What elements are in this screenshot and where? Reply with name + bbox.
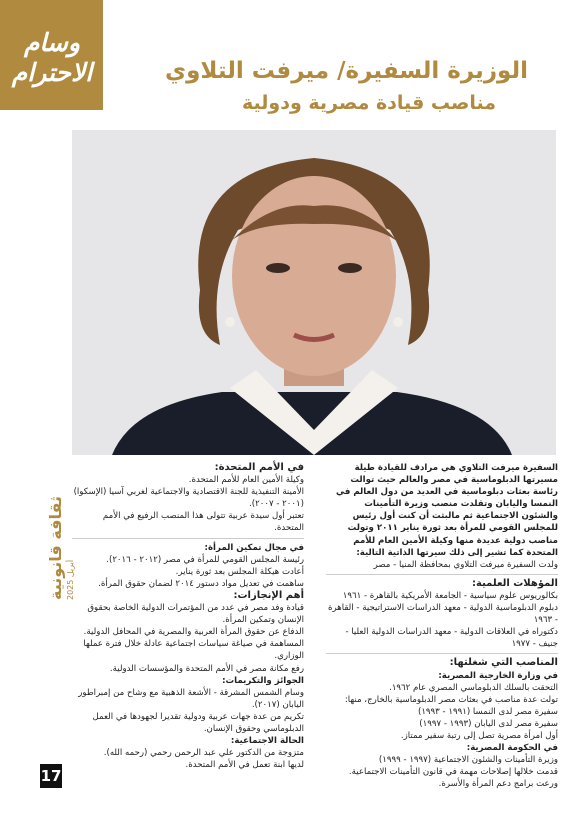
un-heading: في الأمم المتحدة: [214,462,304,473]
list-item: قدمت خلالها إصلاحات مهمة في قانون التأمينات الاجتماعية. [348,767,558,778]
list-item: متزوجة من الدكتور علي عبد الرحمن رحمي (رحمه الله). [103,748,304,759]
column-left [72,462,304,771]
list-item: الأمينة التنفيذية للجنة الاقتصادية والاجتماعية لغربي آسيا (الإسكوا) (٢٠٠١ - ٢٠٠٧). [73,487,304,510]
section-badge [0,0,103,110]
intro-paragraph: السفيرة ميرفت التلاوي هي مرادف للقيادة طيلة مسيرتها الدبلوماسية في مصر والعالم حيث توالت رئاسة بعثات دبلوماسية في العديد من دول العالم في النمسا واليابان وتقلدت منصب وزيرة التأمينات والشئون الاجتماعية ثم مالبثت أن كنت أول رئيس للمجلس القومي للمرأة بعد ثورة يناير ٢٠١١ وتولت مناصب دولية عديدة منها وكيلة الأمين العام للأمم المتحدة كما تشير إلى ذلك سيرتها الذاتية التالية: [336,463,558,558]
positions-sub2: في الحكومة المصرية: [466,743,558,754]
column-right [326,462,558,790]
divider [326,653,558,654]
article-title: الوزيرة السفيرة/ ميرفت التلاوي [165,58,528,84]
list-item: تعتبر أول سيدة عربية تتولى هذا المنصب الرفيع في الأمم المتحدة. [102,511,304,534]
list-item: سفيرة مصر لدى اليابان (١٩٩٣ - ١٩٩٧) [419,718,558,729]
divider [326,574,558,575]
list-item: أعادت هيكلة المجلس بعد ثورة يناير. [175,566,304,577]
badge-text [4,28,100,88]
list-item: ورعت برامج دعم المرأة والأسرة. [438,779,558,790]
page-number: 17 [40,764,62,788]
list-item: وسام الشمس المشرقة - الأشعة الذهبية مع وشاح من إمبراطور اليابان (٢٠١٧). [78,687,304,710]
positions-sub1: في وزارة الخارجية المصرية: [438,670,558,681]
list-item: قيادة وفد مصر في عدد من المؤتمرات الدولية الخاصة بحقوق الإنسان وتمكين المرأة. [87,603,304,626]
positions-heading: المناصب التي شغلتها: [449,657,558,669]
intro-birth: ولدت السفيرة ميرفت التلاوي بمحافظة المنيا - مصر [373,559,558,570]
list-item: دكتوراه في العلاقات الدولية - معهد الدراسات الدولية العليا - جنيف - ١٩٧٧ [345,627,558,650]
list-item: تكريم من عدة جهات عربية ودولية تقديرا لجهودها في العمل الدبلوماسي وحقوق الإنسان. [92,711,304,734]
badge-line2: الاحترام [11,58,93,87]
list-item: رفع مكانة مصر في الأمم المتحدة والمؤسسات الدولية. [109,663,304,674]
issue-date: أبريل 2025 [66,559,75,600]
women-heading: في مجال تمكين المرأة: [204,542,304,553]
list-item: وكيلة الأمين العام للأمم المتحدة. [188,475,304,486]
social-heading: الحالة الاجتماعية: [230,736,304,747]
list-item: دبلوم الدبلوماسية الدولية - معهد الدراسات الاستراتيجية - القاهرة - ١٩٦٣ [327,603,558,626]
list-item: تولت عدة مناصب في بعثات مصر الدبلوماسية بالخارج، منها: [344,694,558,705]
badge-line1: وسام [23,28,81,57]
qualifications-heading: المؤهلات العلمية: [472,577,558,589]
list-item: الدفاع عن حقوق المرأة العربية والمصرية في المحافل الدولية. [83,627,304,638]
portrait-photo [72,130,556,455]
awards-heading: الجوائز والتكريمات: [222,675,304,686]
list-item: سفيرة مصر لدى النمسا (١٩٩١ - ١٩٩٣) [417,706,558,717]
list-item: أول امرأة مصرية تصل إلى رتبة سفير ممتاز. [400,730,558,741]
list-item: التحقت بالسلك الدبلوماسي المصري عام ١٩٦٢. [389,682,558,693]
magazine-name: ثقافة قانونية [46,495,65,600]
list-item: رئيسة المجلس القومي للمرأة في مصر (٢٠١٢ - ٢٠١٦). [106,554,304,565]
list-item: بكالوريوس علوم سياسية - الجامعة الأمريكية بالقاهرة - ١٩٦١ [342,590,558,601]
list-item: لديها ابنة تعمل في الأمم المتحدة. [185,760,304,771]
achievements-heading: أهم الإنجازات: [233,589,304,601]
list-item: ساهمت في تعديل مواد دستور ٢٠١٤ لضمان حقوق المرأة. [98,578,304,589]
portrait-illustration [72,130,556,455]
list-item: المساهمة في صياغة سياسات اجتماعية عادلة خلال فترة عملها الوزاري. [83,639,304,662]
divider [72,538,304,539]
article-subtitle: مناصب قيادة مصرية ودولية [241,92,496,114]
list-item: وزيرة التأمينات والشئون الاجتماعية (١٩٩٧ - ١٩٩٩) [378,755,558,766]
